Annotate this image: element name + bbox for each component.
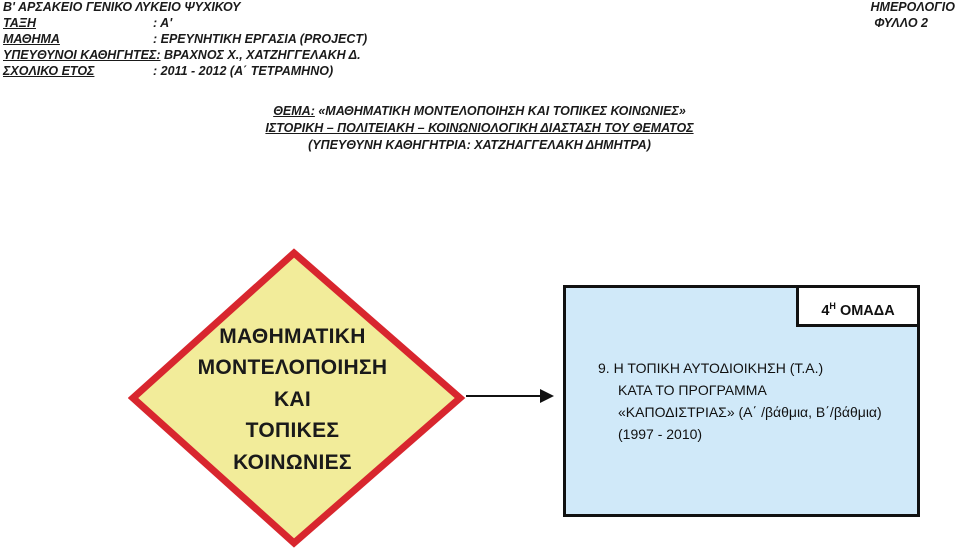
- diamond-line-4: ΤΟΠΙΚΕΣ: [245, 419, 340, 442]
- year-value: : 2011 - 2012 (Α΄ ΤΕΤΡΑΜΗΝΟ): [153, 64, 334, 78]
- group-sup: Η: [829, 301, 836, 311]
- diary-label: ΗΜΕΡΟΛΟΓΙΟ: [870, 0, 955, 14]
- diamond-line-5: ΚΟΙΝΩΝΙΕΣ: [233, 451, 352, 474]
- teachers-row: [3, 48, 361, 62]
- school-name: Β' ΑΡΣΑΚΕΙΟ ΓΕΝΙΚΟ ΛΥΚΕΙΟ ΨΥΧΙΚΟΥ: [3, 0, 241, 14]
- group-word: ΟΜΑΔΑ: [839, 302, 895, 319]
- class-label: ΤΑΞΗ: [3, 16, 36, 30]
- year-row: [3, 64, 333, 78]
- theme-title: «ΜΑΘΗΜΑΤΙΚΗ ΜΟΝΤΕΛΟΠΟΙΗΣΗ ΚΑΙ ΤΟΠΙΚΕΣ ΚΟΙΝΩΝΙΕΣ»: [318, 104, 686, 118]
- theme-responsible: (ΥΠΕΥΘΥΝΗ ΚΑΘΗΓΗΤΡΙΑ: ΧΑΤΖΗΑΓΓΕΛΑΚΗ ΔΗΜΗΤΡΑ): [308, 138, 651, 152]
- diamond-line-2: ΜΟΝΤΕΛΟΠΟΙΗΣΗ: [197, 356, 388, 379]
- teachers-value: ΒΡΑΧΝΟΣ Χ., ΧΑΤΖΗΓΓΕΛΑΚΗ Δ.: [163, 48, 361, 62]
- theme-label: ΘΕΜΑ:: [273, 104, 315, 118]
- year-label: ΣΧΟΛΙΚΟ ΕΤΟΣ: [3, 64, 95, 78]
- class-value: : Α': [153, 16, 173, 30]
- right-arrow-icon: [466, 386, 556, 406]
- teachers-label: ΥΠΕΥΘΥΝΟΙ ΚΑΘΗΓΗΤΕΣ:: [3, 48, 161, 62]
- theme-title-row: [0, 104, 959, 118]
- box-line-1: 9. Η ΤΟΠΙΚΗ ΑΥΤΟΔΙΟΙΚΗΣΗ (Τ.Α.): [598, 360, 824, 376]
- box-line-3: «ΚΑΠΟΔΙΣΤΡΙΑΣ» (Α΄ /βάθμια, Β΄/βάθμια): [618, 404, 882, 420]
- class-row: [3, 16, 172, 30]
- diamond-line-1: ΜΑΘΗΜΑΤΙΚΗ: [219, 325, 366, 348]
- subject-row: [3, 32, 367, 46]
- sheet-label: ΦΥΛΛΟ 2: [874, 16, 928, 30]
- box-line-4: (1997 - 2010): [618, 426, 703, 442]
- group-box: [563, 285, 920, 517]
- box-line-2: ΚΑΤΑ ΤΟ ΠΡΟΓΡΑΜΜΑ: [618, 382, 767, 398]
- group-tag: [796, 285, 920, 327]
- diamond-line-3: ΚΑΙ: [273, 388, 312, 411]
- theme-dimension: ΙΣΤΟΡΙΚΗ – ΠΟΛΙΤΕΙΑΚΗ – ΚΟΙΝΩΝΙΟΛΟΓΙΚΗ ΔΙΑΣΤΑΣΗ ΤΟΥ ΘΕΜΑΤΟΣ: [265, 121, 694, 135]
- subject-label: ΜΑΘΗΜΑ: [3, 32, 60, 46]
- group-number: 4: [821, 302, 830, 319]
- subject-value: : ΕΡΕΥΝΗΤΙΚΗ ΕΡΓΑΣΙΑ (PROJECT): [153, 32, 368, 46]
